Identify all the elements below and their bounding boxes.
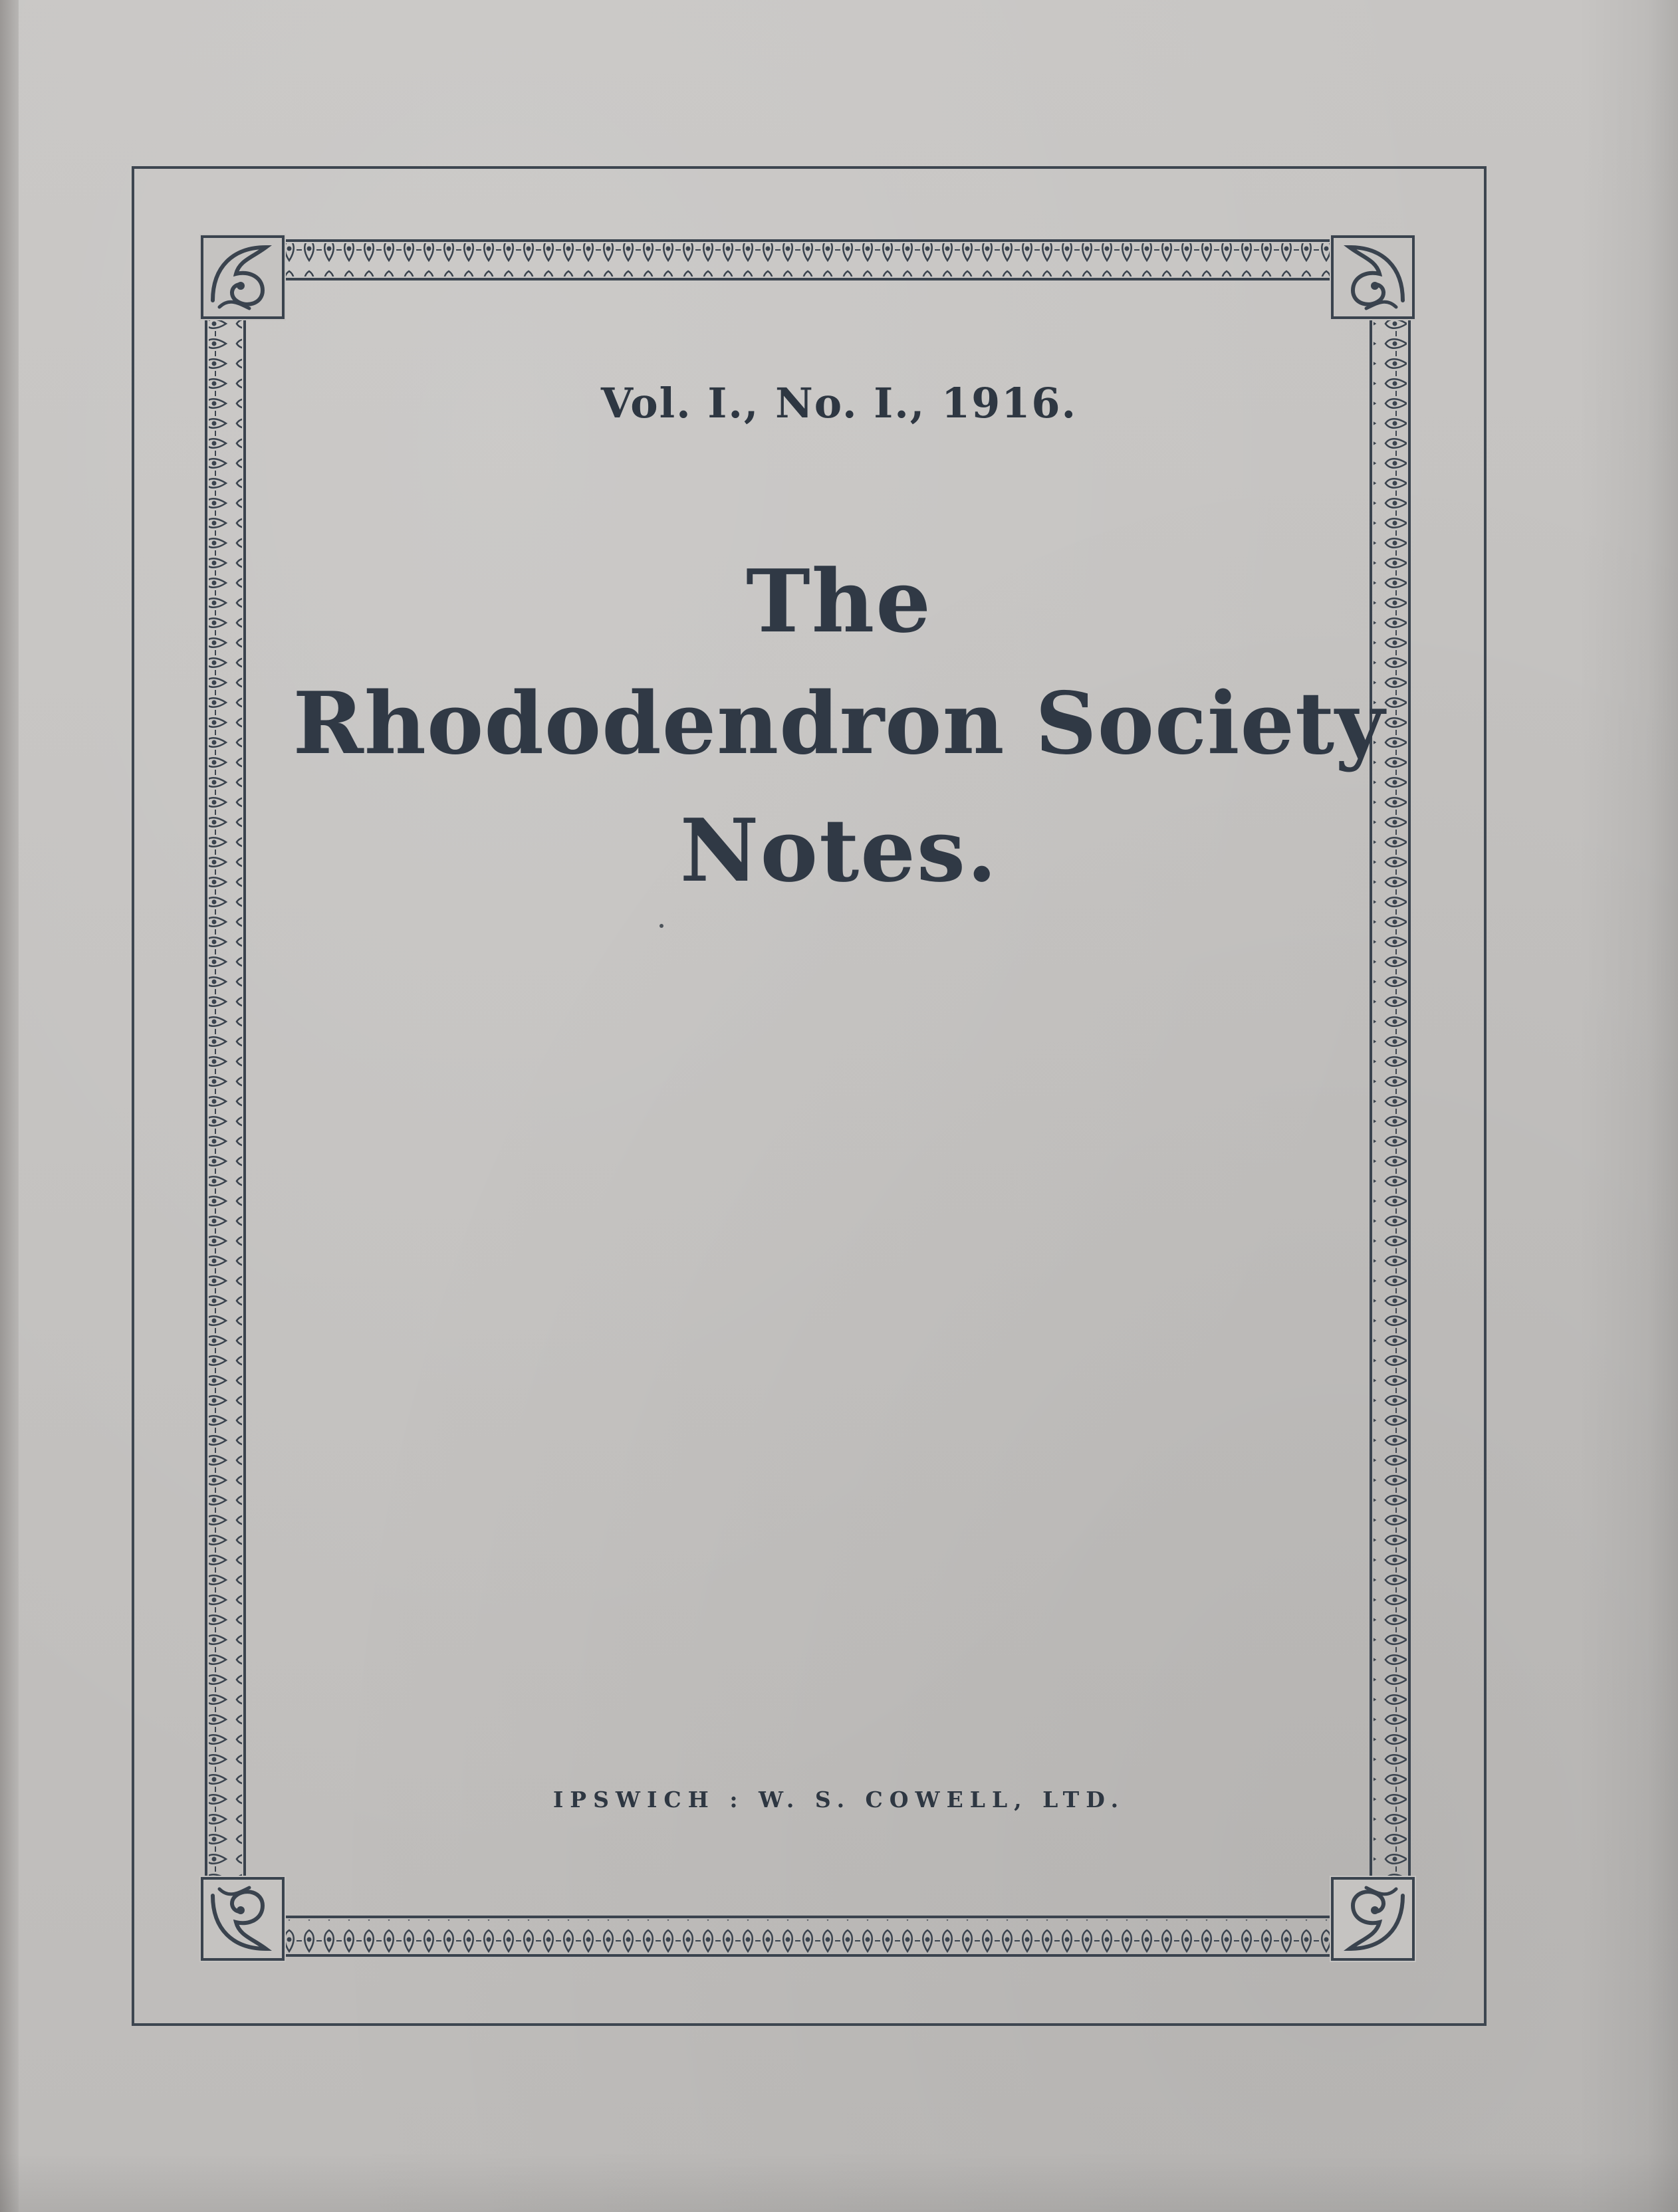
bottom-edge-shadow bbox=[0, 2152, 1678, 2212]
ink-speck bbox=[659, 924, 663, 928]
ornamental-border bbox=[199, 234, 1416, 1962]
volume-line: Vol. I., No. I., 1916. bbox=[600, 379, 1078, 427]
title-line-the: The bbox=[746, 550, 932, 652]
left-edge-shadow bbox=[0, 0, 19, 2212]
publisher-imprint: IPSWICH : W. S. COWELL, LTD. bbox=[552, 1787, 1126, 1813]
right-edge-shadow bbox=[1578, 0, 1678, 2212]
title-line-society: Rhododendron Society bbox=[293, 674, 1385, 774]
title-line-notes: Notes. bbox=[679, 800, 999, 901]
